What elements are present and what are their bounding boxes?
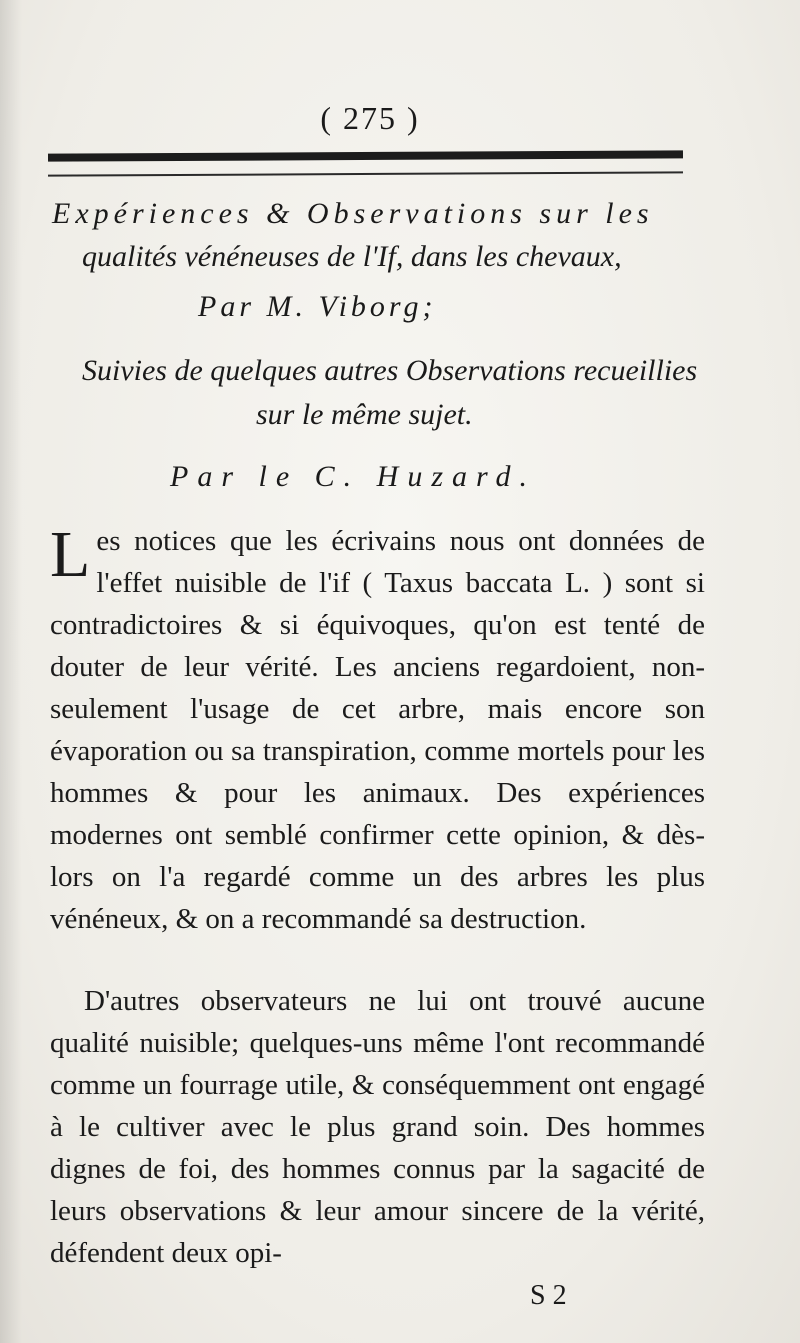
title-line-1: Expériences & Observations sur les (52, 197, 654, 230)
paragraph-2: D'autres observateurs ne lui ont trouvé aucune qualité nuisible; quelques-uns même l'ont recommandé comme un fourrage utile, & conséquemment ont engagé à le cultiver avec le plus grand soin. Des hommes dignes de foi, des hommes connus par la sagacité de leurs observations & leur amour sincere de la vérité, défendent deux opi- (50, 985, 705, 1269)
title-line-2: qualités vénéneuses de l'If, dans les chevaux, (82, 240, 622, 273)
header-rule-thin (48, 171, 683, 176)
signature-mark: S 2 (530, 1280, 567, 1311)
page-number: ( 275 ) (320, 100, 420, 136)
header-rule-thick (48, 150, 683, 161)
author-line: Par M. Viborg; (198, 290, 437, 323)
page-edge-shadow (0, 0, 22, 1343)
subtitle-line-1: Suivies de quelques autres Observations recueillies (82, 354, 698, 387)
drop-cap: L (50, 518, 91, 591)
paragraph-1 (50, 520, 705, 940)
subtitle-line-2: sur le même sujet. (256, 398, 473, 431)
paragraph-1-text: es notices que les écrivains nous ont données de l'effet nuisible de l'if ( Taxus baccata L. ) sont si contradictoires & si équivoques, qu'on est tenté de douter de leur vérité. Les anciens regardoient, non-seulement l'usage de cet arbre, mais encore son évaporation ou sa transpiration, comme mortels pour les hommes & pour les animaux. Des expériences modernes ont semblé confirmer cette opinion, & dès-lors on l'a regardé comme un des arbres les plus vénéneux, & on a recommandé sa destruction. (50, 525, 705, 935)
second-author-line: Par le C. Huzard. (170, 460, 537, 493)
